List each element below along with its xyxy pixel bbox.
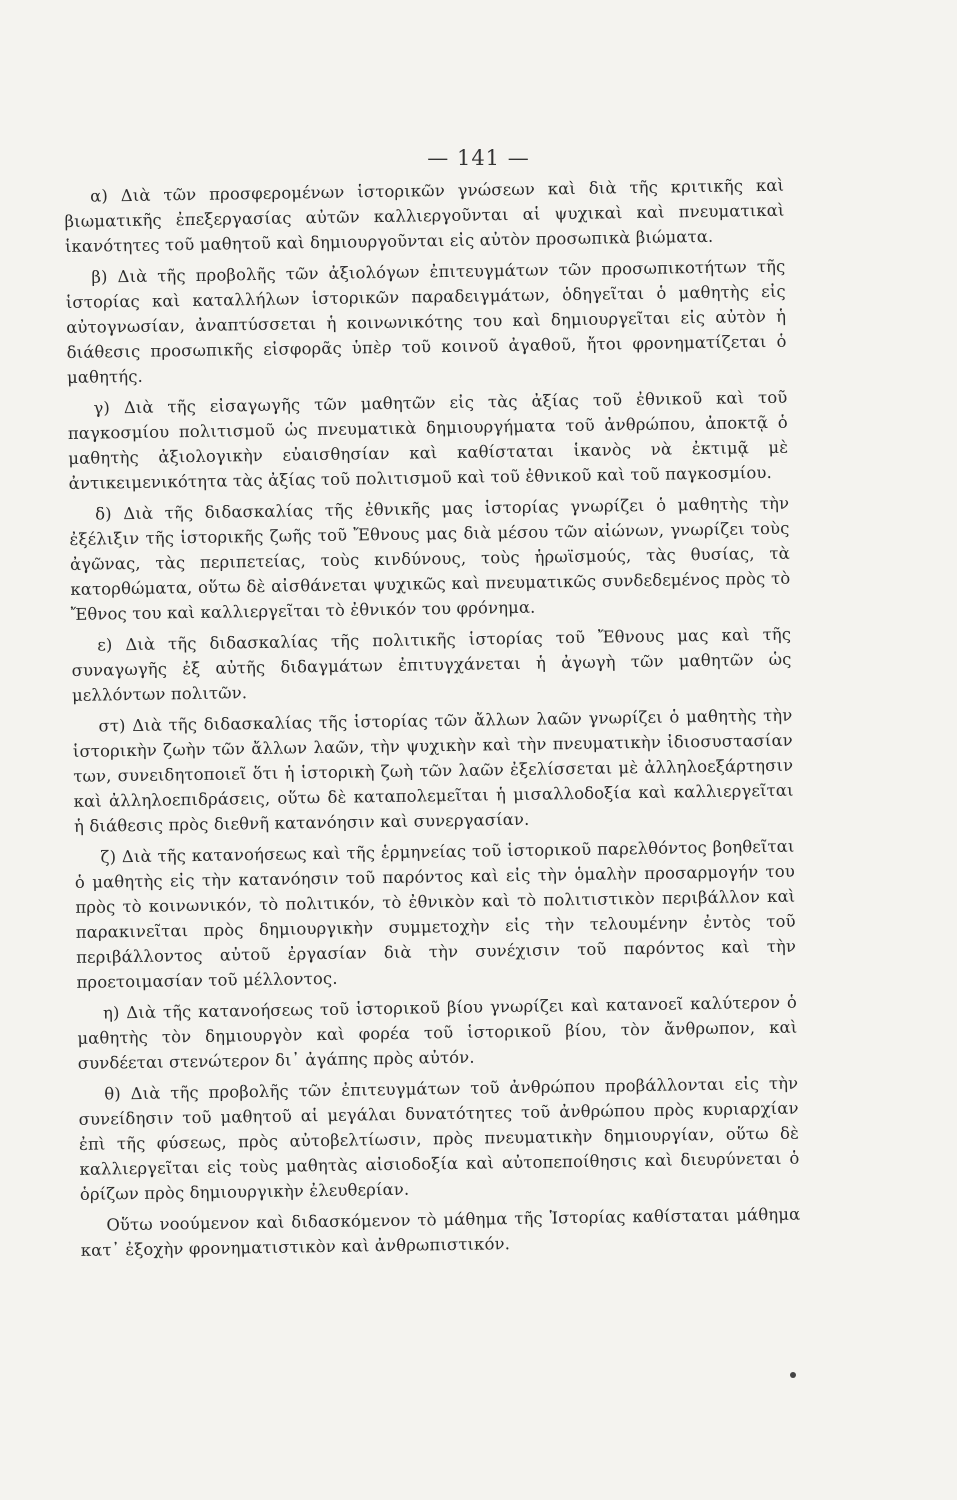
paragraph-eta: η) Διὰ τῆς κατανοήσεως τοῦ ἱστορικοῦ βίου γνωρίζει καὶ κατανοεῖ καλύτερον ὁ μαθητὴς τὸν δημιουργὸν καὶ φορέα τοῦ ἱστορικοῦ βίου, τὸν ἄνθρωπον, καὶ συνδέεται στενώτερον δι᾽ ἀγάπης πρὸς αὐτόν. (77, 992, 798, 1073)
page-number: — 141 — (427, 146, 530, 170)
paragraph-epsilon: ε) Διὰ τῆς διδασκαλίας τῆς πολιτικῆς ἱστορίας τοῦ Ἔθνους μας καὶ τῆς συναγωγῆς ἐξ αὐτῆς διδαγμάτων ἐπιτυγχάνεται ἡ ἀγωγὴ τῶν μαθητῶν ὡς μελλόντων πολιτῶν. (71, 624, 792, 705)
paragraph-theta: θ) Διὰ τῆς προβολῆς τῶν ἐπιτευγμάτων τοῦ ἀνθρώπου προβάλλονται εἰς τὴν συνείδησιν τοῦ μαθητοῦ αἱ μεγάλαι δυνατότητες τοῦ ἀνθρώπου πρὸς κυριαρχίαν ἐπὶ τῆς φύσεως, πρὸς αὐτοβελτίωσιν, πρὸς πνευματικὴν δημιουργίαν, οὕτω δὲ καλλιεργεῖται εἰς τοὺς μαθητὰς αἰσιοδοξία καὶ αὐτοπεποίθησις καὶ διευρύνεται ὁ ὁρίζων πρὸς δημιουργικὴν ἐλευθερίαν. (78, 1073, 800, 1204)
paragraph-alpha: α) Διὰ τῶν προσφερομένων ἱστορικῶν γνώσεων καὶ διὰ τῆς κριτικῆς καὶ βιωματικῆς ἐπεξεργασίας αὐτῶν καλλιεργοῦνται αἱ ψυχικαὶ καὶ πνευματικαὶ ἱκανότητες τοῦ μαθητοῦ καὶ δημιουργοῦνται εἰς αὐτὸν προσωπικὰ βιώματα. (64, 175, 785, 256)
paragraph-conclusion: Οὕτω νοούμενον καὶ διδασκόμενον τὸ μάθημα τῆς Ἱστορίας καθίσταται μάθημα κατ᾽ ἐξοχὴν φρονηματιστικὸν καὶ ἀνθρωπιστικόν. (80, 1204, 801, 1260)
paragraph-delta: δ) Διὰ τῆς διδασκαλίας τῆς ἐθνικῆς μας ἱστορίας γνωρίζει ὁ μαθητὴς τὴν ἐξέλιξιν τῆς ἱστορικῆς ζωῆς τοῦ Ἔθνους μας διὰ μέσου τῶν αἰώνων, γνωρίζει τοὺς ἀγῶνας, τὰς περιπετείας, τοὺς κινδύνους, τοὺς ἡρωϊσμούς, τὰς θυσίας, τὰ κατορθώματα, οὕτω δὲ αἰσθάνεται ψυχικῶς καὶ πνευματικῶς συνδεδεμένος πρὸς τὸ Ἔθνος του καὶ καλλιεργεῖται τὸ ἐθνικόν του φρόνημα. (69, 493, 791, 624)
paragraph-gamma: γ) Διὰ τῆς εἰσαγωγῆς τῶν μαθητῶν εἰς τὰς ἀξίας τοῦ ἐθνικοῦ καὶ τοῦ παγκοσμίου πολιτισμοῦ ὡς πνευματικὰ δημιουργήματα τοῦ ἀνθρώπου, ἀποκτᾷ ὁ μαθητὴς ἀξιολογικὴν εὐαισθησίαν καὶ καθίσταται ἱκανὸς νὰ ἐκτιμᾷ μὲ ἀντικειμενικότητα τὰς ἀξίας τοῦ πολιτισμοῦ καὶ τοῦ ἐθνικοῦ καὶ τοῦ παγκοσμίου. (67, 387, 789, 493)
paragraph-beta: β) Διὰ τῆς προβολῆς τῶν ἀξιολόγων ἐπιτευγμάτων τῶν προσωπικοτήτων τῆς ἱστορίας καὶ καταλλήλων ἱστορικῶν παραδειγμάτων, ὁδηγεῖται ὁ μαθητὴς εἰς αὐτογνωσίαν, ἀναπτύσσεται ἡ κοινωνικότης του καὶ δημιουργεῖται εἰς αὐτὸν ἡ διάθεσις προσωπικῆς εἰσφορᾶς ὑπὲρ τοῦ κοινοῦ ἀγαθοῦ, ἤτοι φρονηματίζεται ὁ μαθητής. (65, 256, 787, 387)
paragraph-stigma: στ) Διὰ τῆς διδασκαλίας τῆς ἱστορίας τῶν ἄλλων λαῶν γνωρίζει ὁ μαθητὴς τὴν ἱστορικὴν ζωὴν τῶν ἄλλων λαῶν, τὴν ψυχικὴν καὶ τὴν πνευματικὴν ἰδιοσυστασίαν των, συνειδητοποιεῖ ὅτι ἡ ἱστορικὴ ζωὴ τῶν λαῶν ἐξελίσσεται μὲ ἀλληλοεξάρτησιν καὶ ἀλληλοεπιδράσεις, οὕτω δὲ καταπολεμεῖται ἡ μισαλλοδοξία καὶ καλλιεργεῖται ἡ διάθεσις πρὸς διεθνῆ κατανόησιν καὶ συνεργασίαν. (72, 705, 794, 836)
paragraph-zeta: ζ) Διὰ τῆς κατανοήσεως καὶ τῆς ἑρμηνείας τοῦ ἱστορικοῦ παρελθόντος βοηθεῖται ὁ μαθητὴς εἰς τὴν κατανόησιν τοῦ παρόντος καὶ εἰς τὴν ὁμαλὴν προσαρμογήν του πρὸς τὸ κοινωνικόν, τὸ πολιτικόν, τὸ ἐθνικὸν καὶ τὸ πολιτιστικὸν περιβάλλον καὶ παρακινεῖται πρὸς δημιουργικὴν συμμετοχὴν εἰς τὴν τελουμένην ἐντὸς τοῦ περιβάλλοντος αὐτοῦ ἐργασίαν διὰ τὴν συνέχισιν τοῦ παρόντος καὶ τὴν προετοιμασίαν τοῦ μέλλοντος. (74, 836, 797, 992)
body-text (64, 173, 801, 1269)
ink-speck (790, 1372, 796, 1378)
